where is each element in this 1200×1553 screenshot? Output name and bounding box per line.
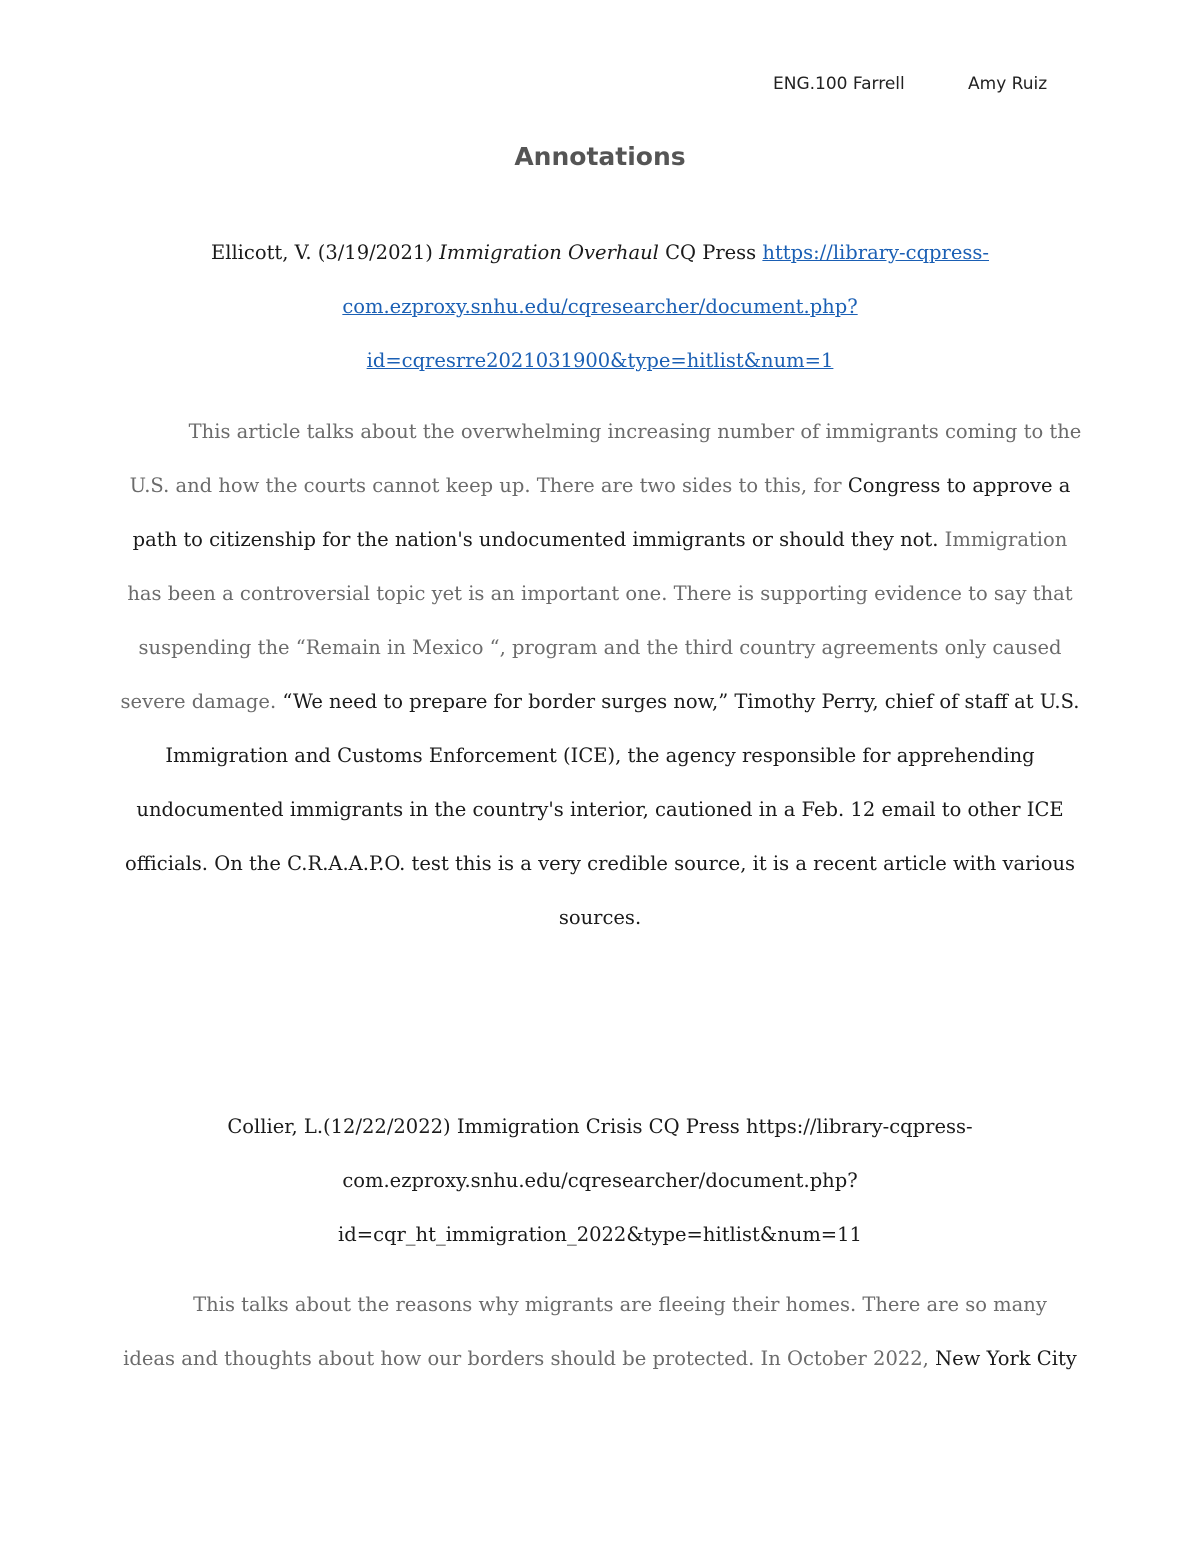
entry1-body-text6a: severe damage. [120, 690, 283, 713]
entry2-citation-line3: id=cqr_ht_immigration_2022&type=hitlist&num=11 [338, 1223, 862, 1246]
entry2-body-text2a: ideas and thoughts about how our borders should be protected. In October 2022, [123, 1347, 936, 1370]
entry1-url-part2[interactable]: com.ezproxy.snhu.edu/cqresearcher/document.php? [342, 295, 858, 318]
entry1-citation-line3 [0, 349, 1200, 372]
page-title: Annotations [514, 142, 686, 171]
header-course: ENG.100 Farrell [773, 74, 905, 94]
entry1-cite-title: Immigration Overhaul [439, 241, 659, 264]
entry1-body-text6b: “We need to prepare for border surges now,” Timothy Perry, chief of staff at U.S. [282, 690, 1080, 713]
entry2-body-line2 [0, 1347, 1200, 1370]
entry2-citation-line2: com.ezproxy.snhu.edu/cqresearcher/document.php? [342, 1169, 858, 1192]
entry1-cite-author: Ellicott, V. (3/19/2021) [210, 241, 440, 264]
entry1-url-part3[interactable]: id=cqresrre2021031900&type=hitlist&num=1 [366, 349, 834, 372]
entry1-body-line7: Immigration and Customs Enforcement (ICE), the agency responsible for apprehending [165, 744, 1035, 767]
entry2-body-line1 [0, 1293, 1200, 1316]
entry1-body-line1 [0, 420, 1200, 443]
entry2-body-text1: This talks about the reasons why migrants are fleeing their homes. There are so many [193, 1293, 1047, 1316]
entry1-body-line5: suspending the “Remain in Mexico “, program and the third country agreements only caused [138, 636, 1062, 659]
entry1-body-line2 [0, 474, 1200, 497]
entry2-citation-line1: Collier, L.(12/22/2022) Immigration Crisis CQ Press https://library-cqpress- [227, 1115, 973, 1138]
entry1-body-line3 [0, 528, 1200, 551]
entry1-body-line9: officials. On the C.R.A.A.P.O. test this is a very credible source, it is a recent article with various [124, 852, 1076, 875]
entry1-body-text2a: U.S. and how the courts cannot keep up. There are two sides to this, for [129, 474, 848, 497]
entry1-body-line6 [0, 690, 1200, 713]
header-author: Amy Ruiz [968, 74, 1048, 94]
entry1-body-line10: sources. [558, 906, 642, 929]
entry1-body-text1: This article talks about the overwhelming increasing number of immigrants coming to the [188, 420, 1082, 443]
entry1-body-text2b: Congress to approve a [847, 474, 1071, 497]
entry1-body-text3a: path to citizenship for the nation's undocumented immigrants or should they not. [132, 528, 939, 551]
entry1-body-text3b: Immigration [938, 528, 1068, 551]
entry1-body-line8: undocumented immigrants in the country's interior, cautioned in a Feb. 12 email to other ICE [136, 798, 1064, 821]
entry1-body-line4: has been a controversial topic yet is an important one. There is supporting evidence to say that [127, 582, 1073, 605]
entry2-body-text2b: New York City [935, 1347, 1077, 1370]
entry1-url-part1[interactable]: https://library-cqpress- [762, 241, 990, 264]
entry1-citation-line1 [0, 241, 1200, 264]
entry1-citation-line2 [0, 295, 1200, 318]
entry1-cite-publisher: CQ Press [658, 241, 763, 264]
